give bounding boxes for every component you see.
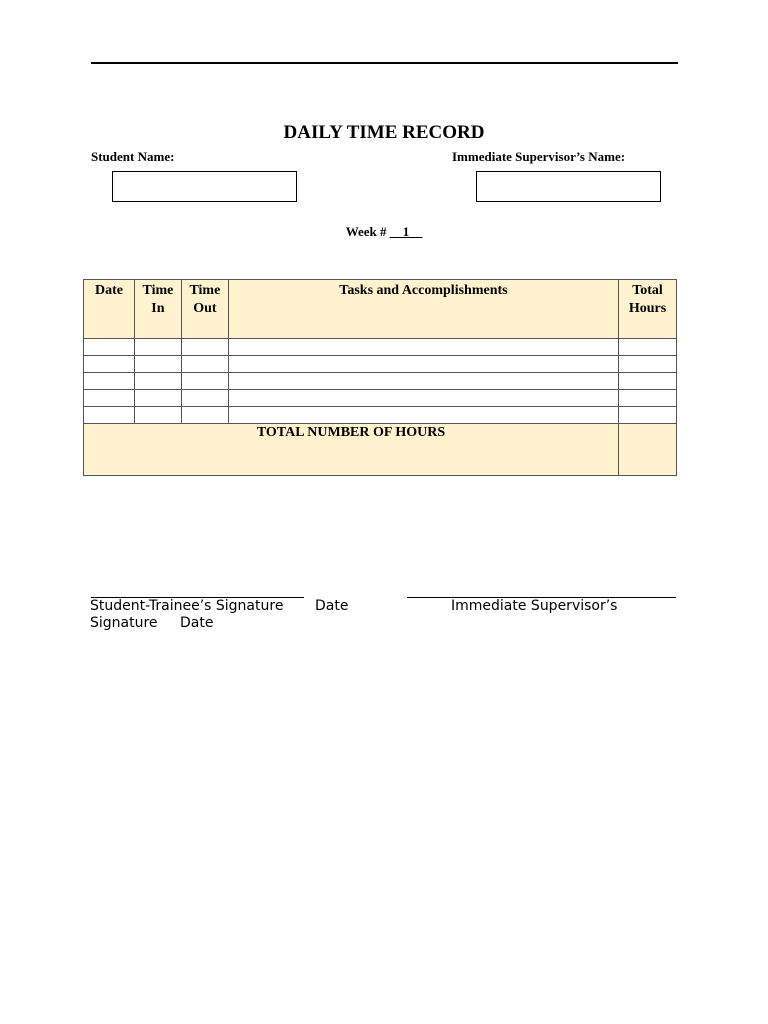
- header-date: Date: [84, 280, 135, 339]
- total-hours-cell[interactable]: [619, 407, 677, 424]
- student-signature-label: Student-Trainee’s Signature: [90, 598, 284, 614]
- table-row: [84, 390, 677, 407]
- date-cell[interactable]: [84, 339, 135, 356]
- table-header-row: [84, 280, 677, 339]
- supervisor-name-field[interactable]: [476, 171, 661, 202]
- time-out-cell[interactable]: [181, 373, 228, 390]
- header-rule: [91, 62, 678, 64]
- tasks-cell[interactable]: [228, 339, 618, 356]
- time-record-table: [83, 279, 677, 476]
- header-time-out: Time Out: [181, 280, 228, 339]
- header-total-hours: Total Hours: [619, 280, 677, 339]
- tasks-cell[interactable]: [228, 356, 618, 373]
- tasks-cell[interactable]: [228, 407, 618, 424]
- total-hours-value[interactable]: [619, 424, 677, 476]
- date-cell[interactable]: [84, 390, 135, 407]
- tasks-cell[interactable]: [228, 390, 618, 407]
- date-cell[interactable]: [84, 356, 135, 373]
- table-row: [84, 356, 677, 373]
- week-label: Week #: [345, 224, 390, 239]
- time-in-cell[interactable]: [134, 390, 181, 407]
- student-date-label: Date: [315, 598, 349, 614]
- supervisor-date-label: Date: [180, 615, 214, 631]
- time-in-cell[interactable]: [134, 407, 181, 424]
- time-out-cell[interactable]: [181, 390, 228, 407]
- total-hours-cell[interactable]: [619, 373, 677, 390]
- time-out-cell[interactable]: [181, 339, 228, 356]
- time-in-cell[interactable]: [134, 373, 181, 390]
- student-name-label: Student Name:: [91, 149, 175, 164]
- table-row: [84, 373, 677, 390]
- header-time-in: Time In: [134, 280, 181, 339]
- date-cell[interactable]: [84, 373, 135, 390]
- table-row: [84, 339, 677, 356]
- supervisor-name-label: Immediate Supervisor’s Name:: [452, 149, 626, 164]
- time-in-cell[interactable]: [134, 356, 181, 373]
- document-title: DAILY TIME RECORD: [283, 122, 485, 143]
- week-value: __1__: [389, 224, 423, 239]
- supervisor-signature-label: Immediate Supervisor’s: [451, 598, 618, 614]
- total-hours-cell[interactable]: [619, 339, 677, 356]
- date-cell[interactable]: [84, 407, 135, 424]
- total-row: [84, 424, 677, 476]
- week-number: [0, 224, 768, 240]
- total-hours-cell[interactable]: [619, 390, 677, 407]
- tasks-cell[interactable]: [228, 373, 618, 390]
- total-hours-label: TOTAL NUMBER OF HOURS: [84, 424, 619, 476]
- time-out-cell[interactable]: [181, 407, 228, 424]
- student-name-field[interactable]: [112, 171, 297, 202]
- table-row: [84, 407, 677, 424]
- time-out-cell[interactable]: [181, 356, 228, 373]
- header-tasks: Tasks and Accomplishments: [228, 280, 618, 339]
- supervisor-signature-label-continued: Signature: [90, 615, 158, 631]
- time-in-cell[interactable]: [134, 339, 181, 356]
- total-hours-cell[interactable]: [619, 356, 677, 373]
